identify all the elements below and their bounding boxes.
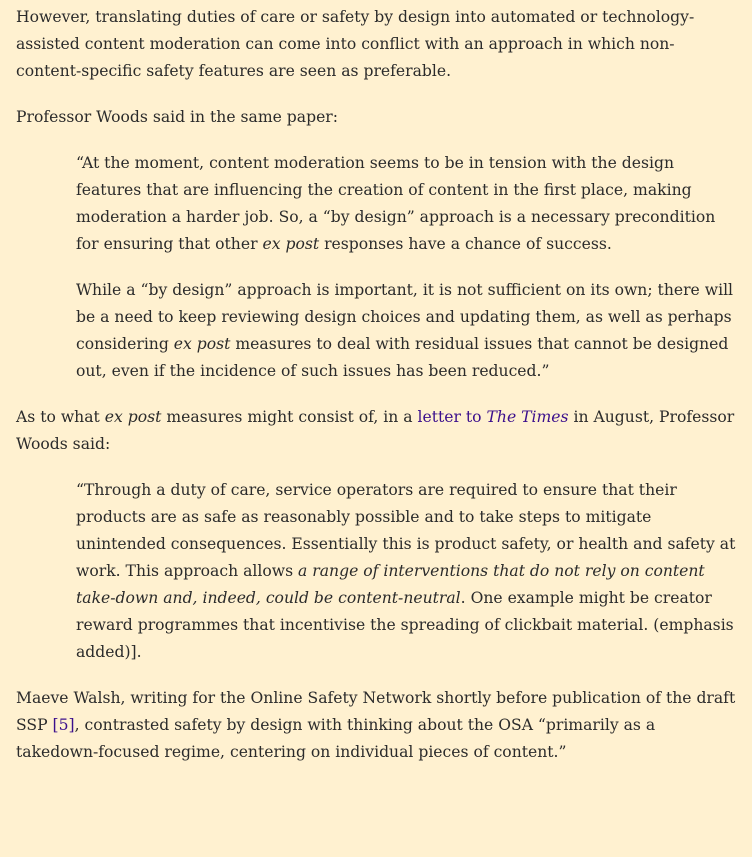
emphasis: ex post [262,235,320,253]
emphasis: a range of interventions that do not rely on content take-down and, indeed, could be content-neutral [76,562,705,607]
quote-paragraph-2 [76,277,738,385]
paragraph-walsh [16,685,738,766]
text: Maeve Walsh, writing for the Online Safety Network shortly before publication of the draft SSP [16,689,736,734]
quote-woods-letter [76,477,738,666]
text: “At the moment, content moderation seems to be in tension with the design features that are influencing the creation of content in the first place, making moderation a harder job. So, a “by design” approach is a necessary precondition for ensuring that other [76,154,716,253]
text: While a “by design” approach is important, it is not sufficient on its own; there will be a need to keep reviewing design choices and updating them, as well as perhaps considering [76,281,734,353]
paragraph-ex-post [16,404,738,458]
link-text-emphasis[interactable]: The Times [486,408,569,426]
text: responses have a chance of success. [319,235,612,253]
paragraph-intro: However, translating duties of care or safety by design into automated or technology-assisted content moderation can come into conflict with an approach in which non-content-specific safety features are seen as preferable. [16,8,695,80]
link-text[interactable]: letter to [417,408,487,426]
quote-woods-paper [76,150,738,385]
text: “Through a duty of care, service operators are required to ensure that their products are as safe as reasonably possible and to take steps to mitigate unintended consequences. Essentially this is product safety, or health and safety at work. This approach allows [76,481,736,580]
text: , contrasted safety by design with thinking about the OSA “primarily as a takedown-focused regime, centering on individual pieces of content.” [16,716,656,761]
text: in August, Professor Woods said: [16,408,735,453]
quote-paragraph-3 [76,477,738,666]
paragraph-woods-paper: Professor Woods said in the same paper: [16,108,339,126]
text: As to what [16,408,105,426]
emphasis: ex post [104,408,162,426]
text: . One example might be creator reward programmes that incentivise the spreading of clickbait material. (emphasis added)]. [76,589,734,661]
text: measures might consist of, in a [161,408,418,426]
letter-to-the-times-link[interactable] [418,408,569,426]
quote-paragraph-1 [76,150,738,258]
footnote-5-link[interactable]: [5] [52,716,75,734]
emphasis: ex post [173,335,231,353]
text: measures to deal with residual issues that cannot be designed out, even if the incidence of such issues has been reduced.” [76,335,729,380]
